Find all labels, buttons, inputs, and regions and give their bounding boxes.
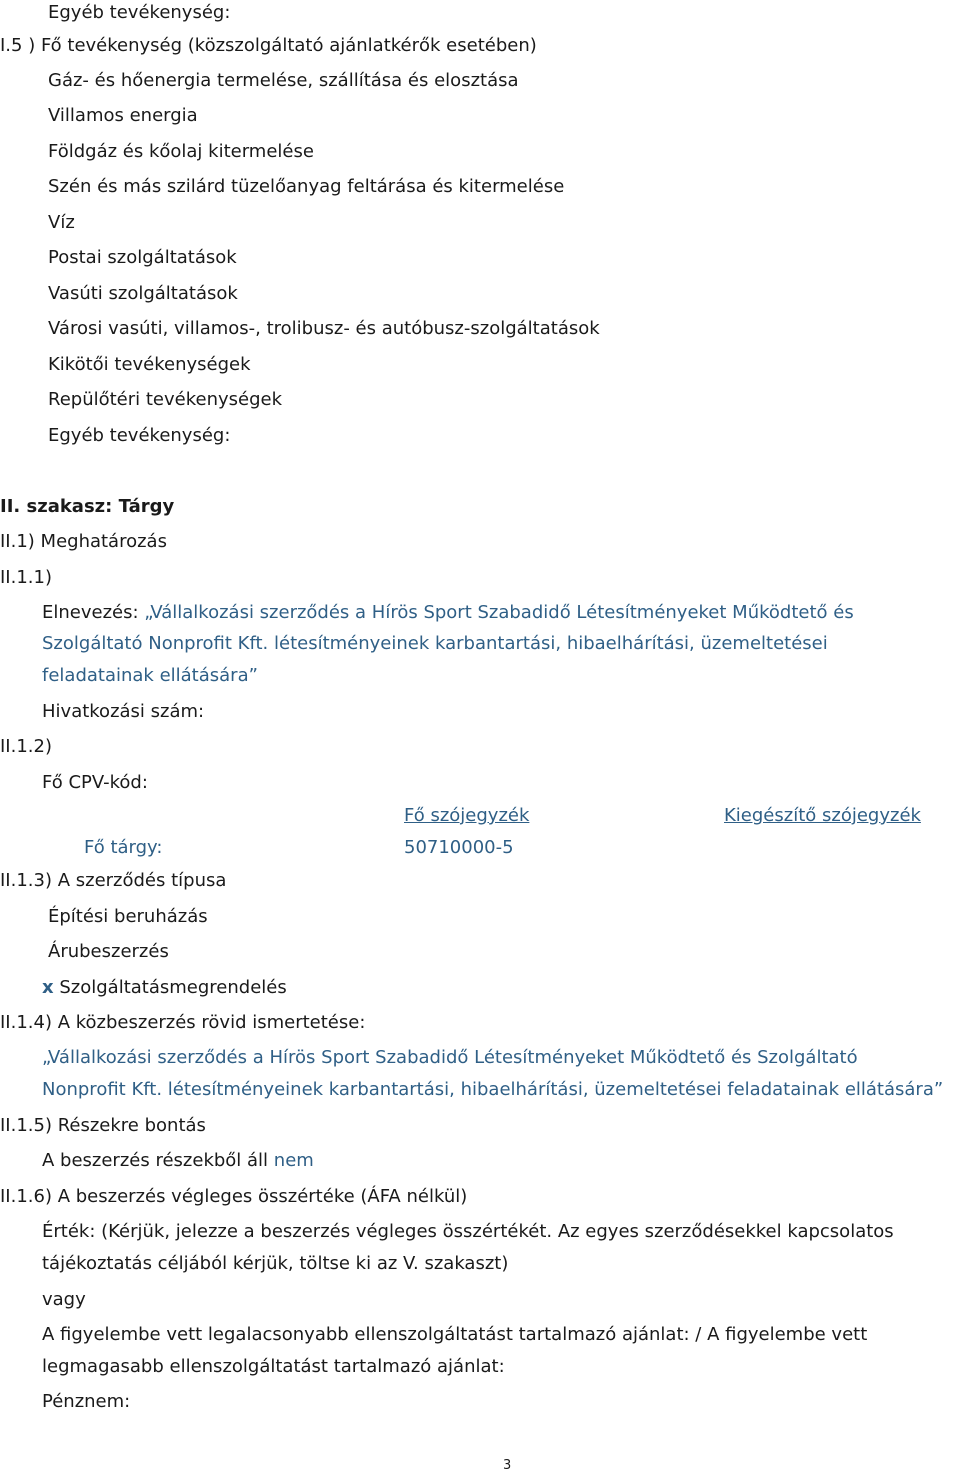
name-value: „Vállalkozási szerződés a Hírös Sport Szabadidő Létesítményeket Működtető és [144,602,854,623]
section-i5-heading: I.5 ) Fő tevékenység (közszolgáltató ajánlatkérők esetében) [0,35,537,56]
cpv-label: Fő CPV-kód: [42,772,148,793]
description-line-1: „Vállalkozási szerződés a Hírös Sport Szabadidő Létesítményeket Működtető és Szolgáltató [42,1047,858,1068]
activity-item: Gáz- és hőenergia termelése, szállítása és elosztása [48,70,519,91]
contract-type-label: Szolgáltatásmegrendelés [59,977,287,998]
ii15-heading: II.1.5) Részekre bontás [0,1115,206,1136]
activity-item: Vasúti szolgáltatások [48,283,238,304]
other-activity-top: Egyéb tevékenység: [48,2,231,23]
main-object-label: Fő tárgy: [84,837,163,858]
description-line-2: Nonprofit Kft. létesítményeinek karbantartási, hibaelhárítási, üzemeltetései feladatainak ellátására” [42,1079,944,1100]
activity-item: Víz [48,212,75,233]
ii11-label: II.1.1) [0,567,52,588]
name-line-2: Szolgáltató Nonprofit Kft. létesítményeinek karbantartási, hibaelhárítási, üzemeltetései [42,633,828,654]
or-text: vagy [42,1289,86,1310]
section-ii-title: II. szakasz: Tárgy [0,496,175,517]
main-object-code: 50710000-5 [404,837,514,858]
activity-item: Kikötői tevékenységek [48,354,251,375]
offer-line-1: A figyelembe vett legalacsonyabb ellenszolgáltatást tartalmazó ajánlat: / A figyelembe vett [42,1324,868,1345]
value-line-1: Érték: (Kérjük, jelezze a beszerzés végleges összértékét. Az egyes szerződésekkel kapcsolatos [42,1221,894,1242]
value-line-2: tájékoztatás céljából kérjük, töltse ki az V. szakaszt) [42,1253,509,1274]
activity-item: Postai szolgáltatások [48,247,237,268]
name-line-1 [42,602,854,624]
name-line-3: feladatainak ellátására” [42,665,258,686]
ii16-heading: II.1.6) A beszerzés végleges összértéke (ÁFA nélkül) [0,1186,468,1207]
checked-mark: x [42,977,54,998]
name-label: Elnevezés: [42,602,139,623]
lots-value: nem [273,1150,314,1171]
lots-text: A beszerzés részekből áll [42,1150,269,1171]
activity-item: Repülőtéri tevékenységek [48,389,283,410]
lots-line [42,1150,314,1172]
ii12-label: II.1.2) [0,736,52,757]
activity-item: Városi vasúti, villamos-, trolibusz- és autóbusz-szolgáltatások [48,318,600,339]
contract-type-option-checked [42,977,287,999]
activity-item: Egyéb tevékenység: [48,425,231,446]
main-vocabulary-header: Fő szójegyzék [404,805,530,826]
activity-item: Földgáz és kőolaj kitermelése [48,141,314,162]
ii1-heading: II.1) Meghatározás [0,531,167,552]
offer-line-2: legmagasabb ellenszolgáltatást tartalmazó ajánlat: [42,1356,505,1377]
supplementary-vocabulary-header: Kiegészítő szójegyzék [724,805,921,826]
contract-type-option: Árubeszerzés [48,941,169,962]
currency-label: Pénznem: [42,1391,131,1412]
page-number: 3 [503,1458,512,1473]
ii13-heading: II.1.3) A szerződés típusa [0,870,227,891]
reference-number-label: Hivatkozási szám: [42,701,205,722]
activity-item: Szén és más szilárd tüzelőanyag feltárása és kitermelése [48,176,565,197]
activity-item: Villamos energia [48,105,198,126]
ii14-heading: II.1.4) A közbeszerzés rövid ismertetése: [0,1012,366,1033]
contract-type-option: Építési beruházás [48,906,208,927]
